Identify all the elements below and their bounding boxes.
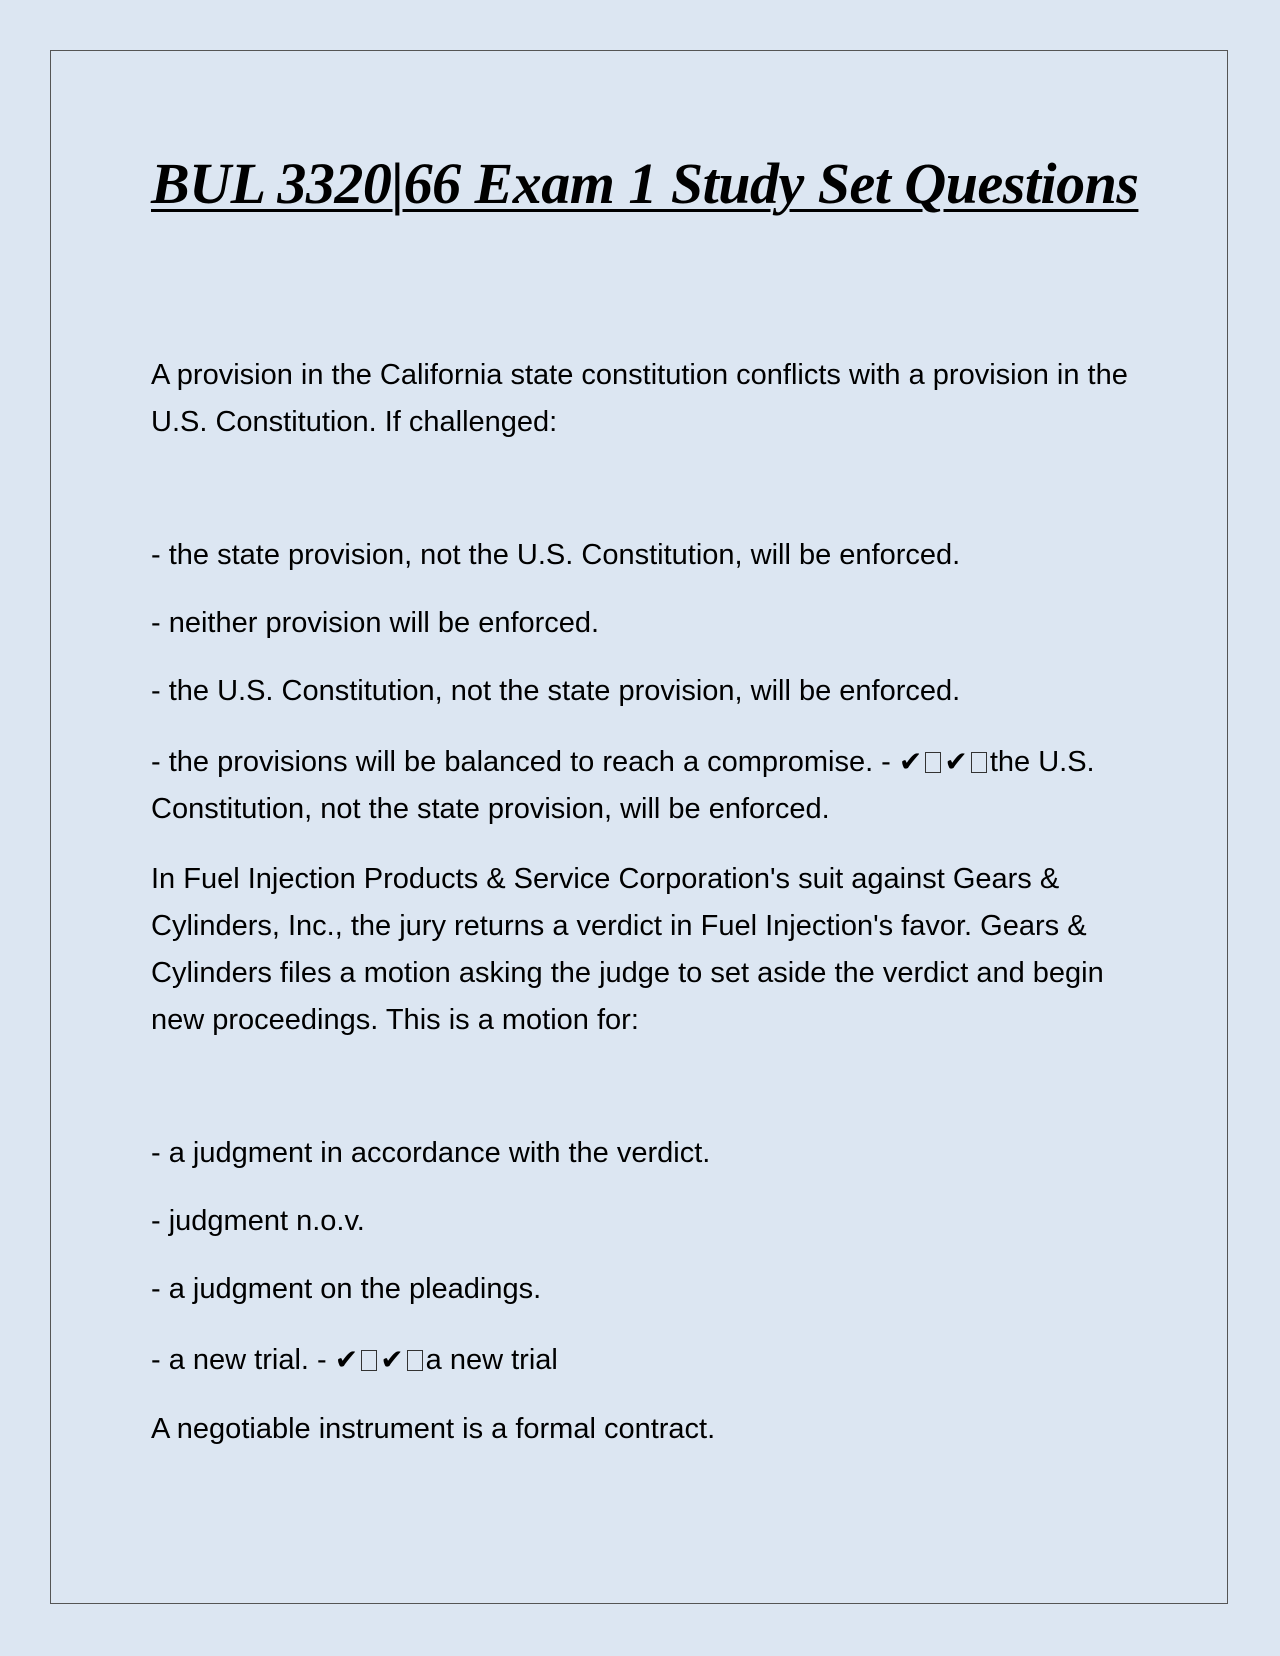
question-2-option-3: - a judgment on the pleadings. <box>151 1273 542 1305</box>
check-icon: ✔ <box>944 745 968 778</box>
question-1-option-3: - the U.S. Constitution, not the state provision, will be enforced. <box>151 675 961 707</box>
box-icon <box>971 752 987 773</box>
box-icon <box>361 1350 377 1371</box>
question-2-option-2: - judgment n.o.v. <box>151 1205 365 1237</box>
question-2-answer: a new trial <box>425 1344 558 1376</box>
question-1-option-4-text: - the provisions will be balanced to reach a compromise. - <box>151 746 891 778</box>
box-icon <box>925 752 941 773</box>
question-1-text: A provision in the California state constitution conflicts with a provision in the U.S. Constitution. If challenged: <box>151 359 1128 438</box>
question-2-option-4 <box>151 1336 1141 1384</box>
question-3-text: A negotiable instrument is a formal contract. <box>151 1413 716 1445</box>
question-1-option-4 <box>151 738 1141 833</box>
question-2-option-1: - a judgment in accordance with the verdict. <box>151 1137 711 1169</box>
document-title: BUL 3320|66 Exam 1 Study Set Questions <box>151 151 1139 216</box>
document-header <box>151 150 1141 218</box>
question-1-option-2: - neither provision will be enforced. <box>151 607 600 639</box>
check-icon: ✔ <box>334 1343 359 1376</box>
box-icon <box>407 1350 423 1371</box>
check-icon: ✔ <box>380 1343 404 1376</box>
question-1-answer: the U.S. Constitution, not the state provision, will be enforced. <box>151 746 1095 825</box>
check-icon: ✔ <box>898 745 923 778</box>
question-1-option-1: - the state provision, not the U.S. Constitution, will be enforced. <box>151 539 961 571</box>
question-2-option-4-text: - a new trial. - <box>151 1344 327 1376</box>
question-2-text: In Fuel Injection Products & Service Corporation's suit against Gears & Cylinders, Inc., the jury returns a verdict in Fuel Injection's favor. Gears & Cylinders files a motion asking the judge to set aside the verdict and begin new proceedings. This is a motion for: <box>151 863 1104 1036</box>
